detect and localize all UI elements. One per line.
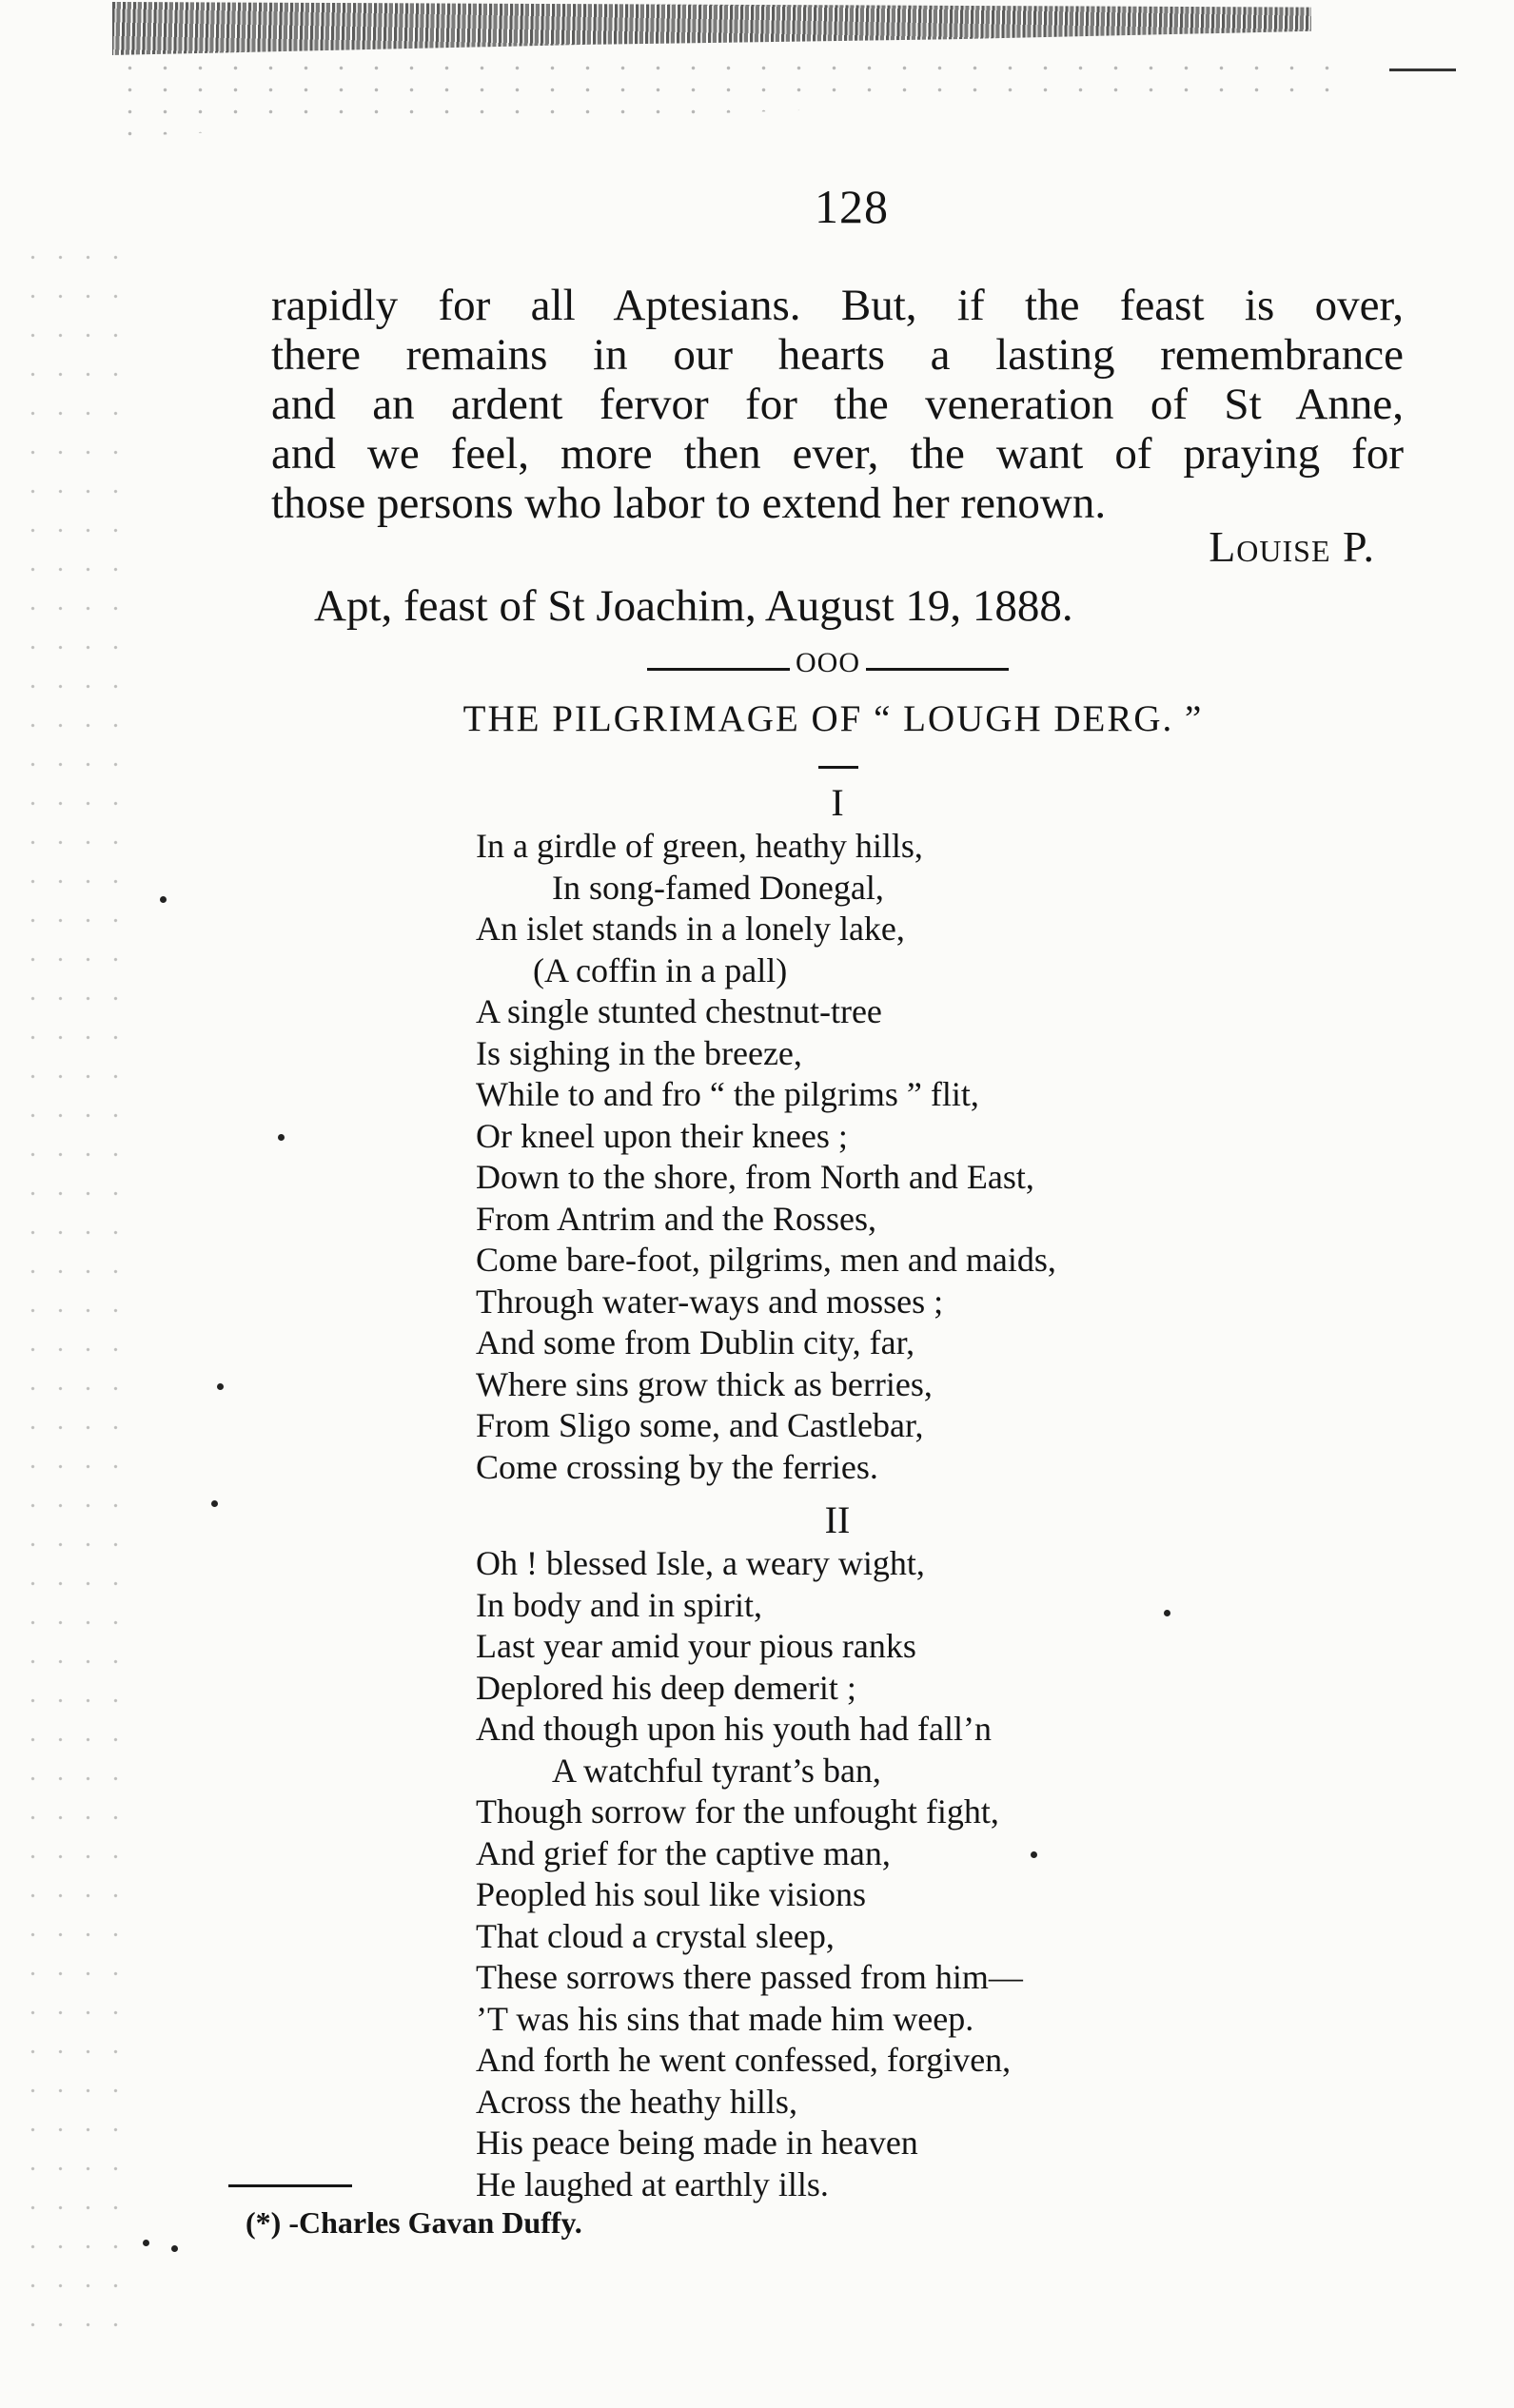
scan-speck [217, 1383, 224, 1390]
prose-paragraph [271, 281, 1404, 528]
stanza-number: I [831, 781, 844, 824]
scan-noise-top [112, 2, 1311, 55]
poem-line: Come bare-foot, pilgrims, men and maids, [476, 1241, 1056, 1279]
prose-line: rapidly for all Aptesians. But, if the feast is over, [271, 281, 1404, 330]
separator-ornament: OOO [796, 647, 860, 678]
poem-line: He laughed at earthly ills. [476, 2164, 829, 2203]
poem-line: And grief for the captive man, [476, 1833, 891, 1872]
prose-line: and we feel, more then ever, the want of praying for [271, 429, 1404, 479]
poem-line: And forth he went confessed, forgiven, [476, 2041, 1012, 2079]
poem-line: While to and fro “ the pilgrims ” flit, [476, 1075, 979, 1113]
poem-title: THE PILGRIMAGE OF “ LOUGH DERG. ” [462, 698, 1204, 739]
prose-line: those persons who labor to extend her renown. [271, 479, 1107, 528]
poem-line: From Antrim and the Rosses, [476, 1199, 876, 1238]
poem-line: A watchful tyrant’s ban, [552, 1751, 881, 1790]
scan-noise-specks [112, 57, 1349, 171]
scan-speck [171, 2245, 178, 2252]
signature: Louise P. [1209, 522, 1375, 571]
stanza-2 [476, 1543, 1023, 2205]
poem-line: An islet stands in a lonely lake, [476, 910, 905, 948]
scan-speck [143, 2240, 149, 2246]
poem-line: In body and in spirit, [476, 1585, 762, 1624]
scan-rule-mark [1389, 69, 1456, 71]
section-separator [647, 647, 1009, 683]
separator-rule-right [866, 668, 1009, 671]
poem-line: ’T was his sins that made him weep. [476, 1999, 974, 2038]
footnote: (*) -Charles Gavan Duffy. [246, 2205, 582, 2240]
separator-rule-left [647, 668, 790, 671]
scan-speck [1164, 1610, 1170, 1616]
poem-line: In a girdle of green, heathy hills, [476, 827, 923, 865]
poem-line: Peopled his soul like visions [476, 1875, 867, 1913]
scan-speck [160, 896, 167, 903]
poem-line: Or kneel upon their knees ; [476, 1116, 848, 1155]
prose-line: there remains in our hearts a lasting remembrance [271, 330, 1404, 380]
poem-line: His peace being made in heaven [476, 2124, 918, 2162]
poem-line: And though upon his youth had fall’n [476, 1710, 992, 1748]
poem-line: Last year amid your pious ranks [476, 1627, 916, 1665]
poem-line: Is sighing in the breeze, [476, 1033, 802, 1072]
scan-speck [211, 1500, 218, 1507]
page-number: 128 [815, 180, 889, 233]
poem-line: Where sins grow thick as berries, [476, 1364, 933, 1403]
title-dash [818, 766, 858, 769]
poem-line: From Sligo some, and Castlebar, [476, 1406, 924, 1444]
poem-line: These sorrows there passed from him— [476, 1958, 1023, 1996]
poem-line: Down to the shore, from North and East, [476, 1158, 1034, 1196]
poem-line: (A coffin in a pall) [533, 950, 788, 989]
poem-line: A single stunted chestnut-tree [476, 992, 882, 1030]
poem-line: Though sorrow for the unfought fight, [476, 1792, 999, 1830]
stanza-1 [476, 826, 1056, 1488]
scan-noise-left [19, 238, 124, 2331]
poem-line: And some from Dublin city, far, [476, 1323, 915, 1361]
scan-speck [1031, 1851, 1037, 1858]
poem-line: In song-famed Donegal, [552, 868, 884, 907]
poem-line: Across the heathy hills, [476, 2082, 797, 2121]
stanza-number: II [824, 1498, 851, 1541]
poem-line: Come crossing by the ferries. [476, 1447, 878, 1486]
prose-line: and an ardent fervor for the veneration of St Anne, [271, 380, 1404, 429]
poem-line: Oh ! blessed Isle, a weary wight, [476, 1544, 925, 1582]
dateline: Apt, feast of St Joachim, August 19, 1888. [314, 581, 1073, 631]
poem-line: Deplored his deep demerit ; [476, 1668, 856, 1707]
poem-line: Through water-ways and mosses ; [476, 1282, 944, 1321]
scan-speck [278, 1134, 285, 1141]
footnote-rule [228, 2184, 352, 2187]
poem-line: That cloud a crystal sleep, [476, 1916, 835, 1955]
